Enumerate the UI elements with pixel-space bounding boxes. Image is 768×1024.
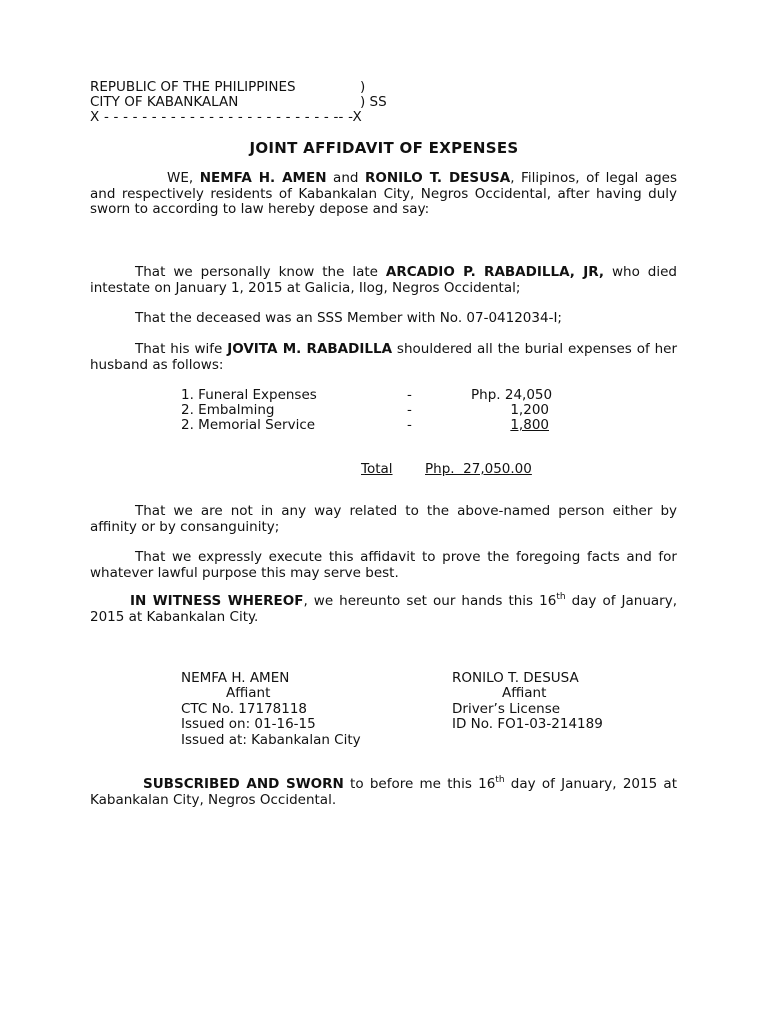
- para1-deceased: ARCADIO P. RABADILLA, JR,: [385, 264, 605, 280]
- expense-item-dash: -: [407, 402, 412, 418]
- document-title: JOINT AFFIDAVIT OF EXPENSES: [249, 139, 519, 157]
- paragraph-deceased: [90, 265, 677, 296]
- intro-affiant2: RONILO T. DESUSA: [364, 170, 511, 186]
- expense-item-amount: Php. 24,050: [471, 387, 553, 403]
- paragraph-sss: That the deceased was an SSS Member with No. 07-0412034-I;: [135, 310, 562, 326]
- expense-item-dash: -: [407, 387, 412, 403]
- expense-item-label: 1. Funeral Expenses: [181, 387, 317, 403]
- jurat-paragraph: [90, 777, 677, 808]
- header-ss: ) SS: [360, 94, 387, 110]
- header-separator: X - - - - - - - - - - - - - - - - - - - - - - - - -- -X: [90, 109, 362, 125]
- signatory-ctc: CTC No. 17178118: [181, 701, 308, 717]
- para3-wife: JOVITA M. RABADILLA: [227, 341, 393, 357]
- paragraph-purpose: That we expressly execute this affidavit to prove the foregoing facts and for whatever lawful purpose this may serve best.: [90, 549, 677, 581]
- header-paren: ): [360, 79, 366, 95]
- expense-item-amount: 1,200: [510, 402, 549, 418]
- para1-rest: who died intestate on January 1, 2015 at Galicia, Ilog, Negros Occidental;: [90, 264, 677, 296]
- expense-item-amount: 1,800: [510, 417, 549, 433]
- witness-sup: th: [556, 592, 566, 602]
- header-republic: REPUBLIC OF THE PHILIPPINES: [90, 79, 296, 95]
- para3-start: That his wife: [135, 341, 228, 357]
- expense-item-label: 2. Memorial Service: [181, 417, 316, 433]
- intro-paragraph: [90, 171, 677, 218]
- signatory-role: Affiant: [226, 685, 271, 701]
- jurat-text2: day of January, 2015 at Kabankalan City, Negros Occidental.: [90, 776, 677, 808]
- intro-we: WE,: [167, 170, 200, 186]
- signatory-id: ID No. FO1-03-214189: [452, 716, 603, 732]
- signatory-issued-on: Issued on: 01-16-15: [181, 716, 316, 732]
- witness-paragraph: [90, 594, 677, 625]
- paragraph-wife: [90, 342, 677, 373]
- jurat-sup: th: [495, 775, 505, 785]
- total-label: Total: [361, 461, 393, 477]
- header-city: CITY OF KABANKALAN: [90, 94, 239, 110]
- paragraph-not-related: That we are not in any way related to the above-named person either by affinity or by consanguinity;: [90, 503, 677, 535]
- para1-start: That we personally know the late: [135, 264, 386, 280]
- signatory-name: RONILO T. DESUSA: [452, 670, 579, 686]
- intro-rest: , Filipinos, of legal ages and respectively residents of Kabankalan City, Negros Occidental, after having duly sworn to according to law hereby depose and say:: [90, 170, 678, 217]
- jurat-text1: to before me this 16: [343, 776, 496, 792]
- para3-rest: shouldered all the burial expenses of her husband as follows:: [90, 341, 677, 373]
- signatory-license: Driver’s License: [452, 701, 561, 717]
- intro-and: and: [326, 170, 365, 186]
- witness-bold: IN WITNESS WHEREOF: [130, 593, 304, 609]
- signatory-role: Affiant: [502, 685, 547, 701]
- expense-item-dash: -: [407, 417, 412, 433]
- witness-text2: day of January, 2015 at Kabankalan City.: [90, 593, 678, 625]
- witness-text1: , we hereunto set our hands this 16: [303, 593, 557, 609]
- intro-affiant1: NEMFA H. AMEN: [199, 170, 327, 186]
- jurat-bold: SUBSCRIBED AND SWORN: [143, 776, 344, 792]
- expense-item-label: 2. Embalming: [181, 402, 275, 418]
- signatory-issued-at: Issued at: Kabankalan City: [181, 732, 361, 748]
- total-amount: Php. 27,050.00: [425, 461, 532, 477]
- signatory-name: NEMFA H. AMEN: [181, 670, 290, 686]
